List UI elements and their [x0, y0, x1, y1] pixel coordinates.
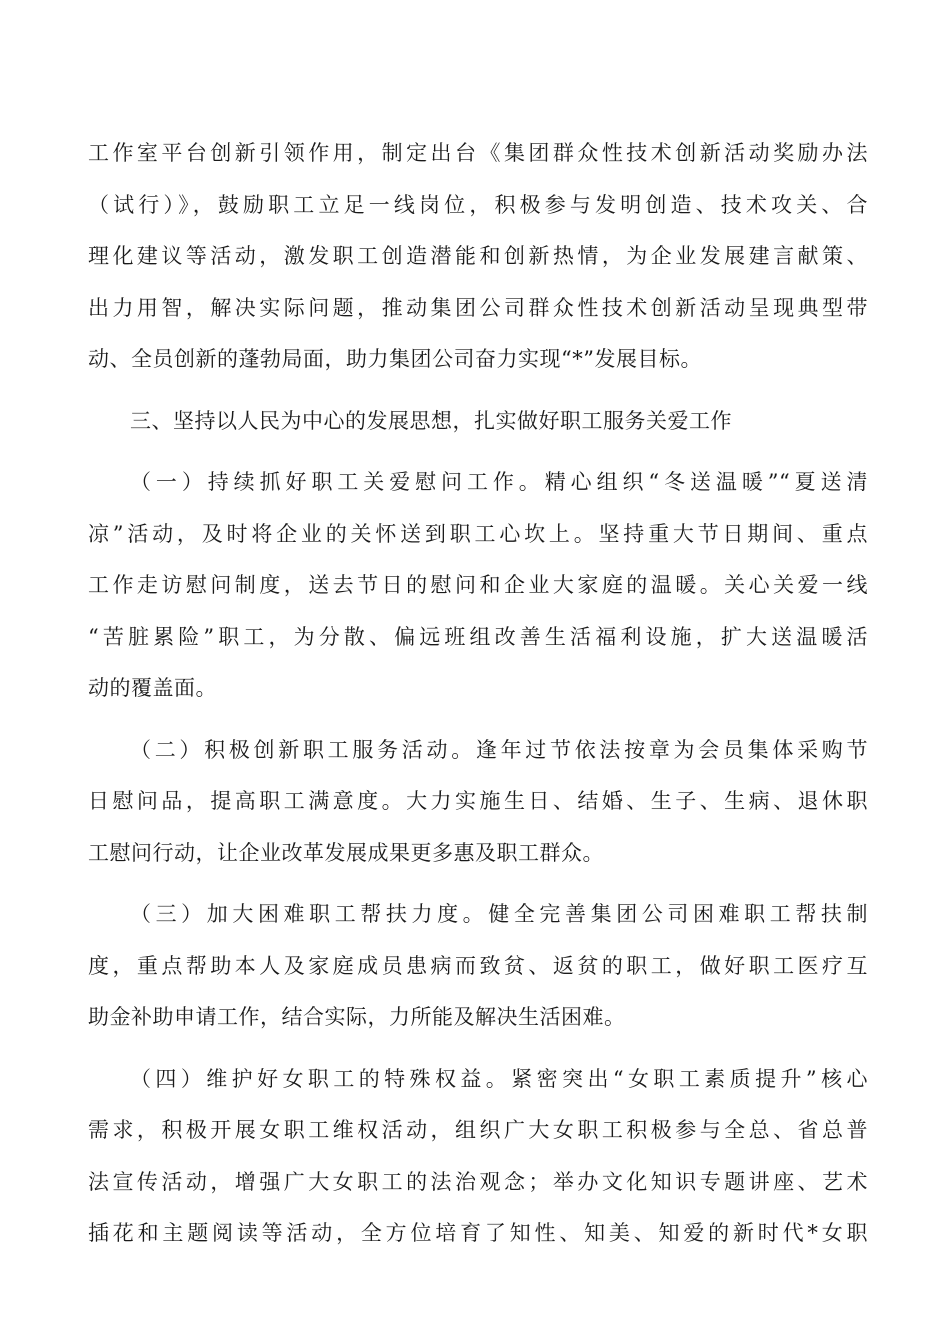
text-line: 日慰问品，提高职工满意度。大力实施生日、结婚、生子、生病、退休职 — [88, 789, 868, 813]
text-line: 出力用智，解决实际问题，推动集团公司群众性技术创新活动呈现典型带 — [88, 295, 868, 320]
paragraph-gap — [88, 1044, 868, 1054]
heading-line: 三、坚持以人民为中心的发展思想，扎实做好职工服务关爱工作 — [130, 408, 732, 433]
document-body — [88, 128, 868, 1260]
text-line: “苦脏累险”职工，为分散、偏远班组改善生活福利设施，扩大送温暖活 — [88, 624, 868, 649]
text-line: （试行）》，鼓励职工立足一线岗位，积极参与发明创造、技术攻关、合 — [88, 192, 868, 217]
text-line: 动的覆盖面。 — [88, 676, 217, 700]
paragraph-gap — [88, 386, 868, 396]
paragraph-gap — [88, 715, 868, 725]
paragraph-item-4 — [88, 1054, 868, 1260]
text-line: 度，重点帮助本人及家庭成员患病而致贫、返贫的职工，做好职工医疗互 — [88, 953, 868, 978]
paragraph-item-1 — [88, 457, 868, 715]
text-line: （四）维护好女职工的特殊权益。紧密突出“女职工素质提升”核心 — [130, 1066, 868, 1091]
paragraph-item-2 — [88, 725, 868, 880]
text-line: （二）积极创新职工服务活动。逢年过节依法按章为会员集体采购节 — [130, 737, 868, 762]
text-line: 工慰问行动，让企业改革发展成果更多惠及职工群众。 — [88, 840, 604, 865]
text-line: （三）加大困难职工帮扶力度。健全完善集团公司困难职工帮扶制 — [130, 902, 868, 926]
text-line: 法宣传活动，增强广大女职工的法治观念；举办文化知识专题讲座、艺术 — [88, 1169, 868, 1194]
text-line: 工作走访慰问制度，送去节日的慰问和企业大家庭的温暖。关心关爱一线 — [88, 573, 868, 597]
text-line: 插花和主题阅读等活动，全方位培育了知性、知美、知爱的新时代*女职 — [88, 1221, 868, 1245]
text-line: 动、全员创新的蓬勃局面，助力集团公司奋力实现“*”发展目标。 — [88, 347, 702, 371]
paragraph-item-3 — [88, 889, 868, 1044]
text-line: 工作室平台创新引领作用，制定出台《集团群众性技术创新活动奖励办法 — [88, 141, 868, 165]
text-line: （一）持续抓好职工关爱慰问工作。精心组织“冬送温暖”“夏送清 — [130, 470, 868, 494]
paragraph-continuation — [88, 128, 868, 386]
paragraph-gap — [88, 447, 868, 457]
text-line: 理化建议等活动，激发职工创造潜能和创新热情，为企业发展建言献策、 — [88, 244, 868, 268]
paragraph-gap — [88, 879, 868, 889]
text-line: 助金补助申请工作，结合实际，力所能及解决生活困难。 — [88, 1005, 626, 1029]
text-line: 需求，积极开展女职工维权活动，组织广大女职工积极参与全总、省总普 — [88, 1118, 868, 1142]
section-heading — [88, 396, 868, 448]
text-line: 凉”活动，及时将企业的关怀送到职工心坎上。坚持重大节日期间、重点 — [88, 521, 868, 546]
